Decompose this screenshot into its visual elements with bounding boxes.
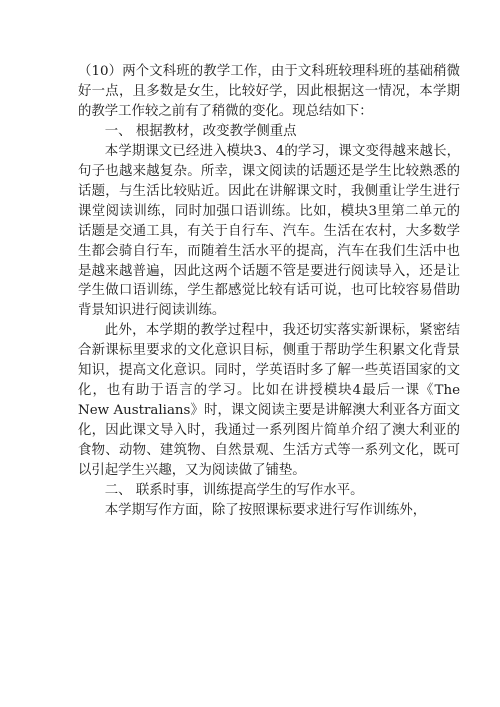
section-heading-1: 一、 根据教材，改变教学侧重点 [104,123,297,139]
body-paragraph: 此外，本学期的教学过程中，我还切实落实新课标，紧密结合新课标里要求的文化意识目标，侧重于帮助学生积累文化背景知识，提高文化意识。同时，学英语时多了解一些英语国家的文化，也有助于语言的学习。比如在讲授模块4最后一课《The New Australians》时，课文阅读主要是讲解澳大利亚各方面文化，因此课文导入时，我通过一系列图片简单介绍了澳大利亚的食物、动物、建筑物、自然景观、生活方式等一系列文化，既可以引起学生兴趣，又为阅读做了铺垫。 [78,323,460,479]
section-heading-2: 二、 联系时事，训练提高学生的写作水平。 [104,483,364,499]
body-paragraph: 本学期课文已经进入模块3、4的学习，课文变得越来越长，句子也越来越复杂。所幸，课文阅读的话题还是学生比较熟悉的话题，与生活比较贴近。因此在讲解课文时，我侧重让学生进行课堂阅读训练，同时加强口语训练。比如，模块3里第二单元的话题是交通工具，有关于自行车、汽车。生活在农村，大多数学生都会骑自行车，而随着生活水平的提高，汽车在我们生活中也是越来越普遍，因此这两个话题不管是要进行阅读导入，还是让学生做口语训练，学生都感觉比较有话可说，也可比较容易借助背景知识进行阅读训练。 [78,143,460,319]
body-paragraph: 本学期写作方面，除了按照课标要求进行写作训练外， [104,502,427,518]
intro-paragraph: （10）两个文科班的教学工作，由于文科班较理科班的基础稍微好一点，且多数是女生，比较好学，因此根据这一情况，本学期的教学工作较之前有了稍微的变化。现总结如下： [78,64,460,119]
document-body [78,62,460,521]
